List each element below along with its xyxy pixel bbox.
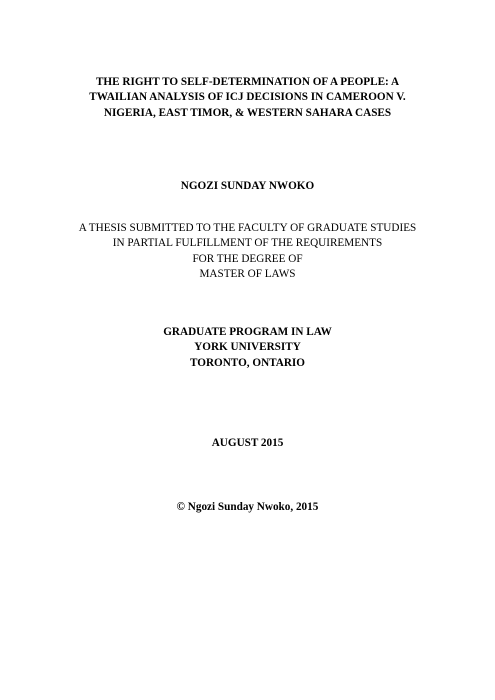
thesis-title: [0, 75, 495, 121]
submission-statement: [0, 221, 495, 283]
author-name-text: NGOZI SUNDAY NWOKO: [180, 180, 315, 192]
graduate-program-line: YORK UNIVERSITY: [194, 341, 301, 354]
submission-statement-line: MASTER OF LAWS: [199, 268, 296, 281]
submission-date-text: AUGUST 2015: [211, 437, 284, 449]
graduate-program-line: GRADUATE PROGRAM IN LAW: [163, 326, 332, 338]
graduate-program-line: TORONTO, ONTARIO: [189, 356, 305, 369]
graduate-program: [0, 325, 495, 371]
submission-statement-line: A THESIS SUBMITTED TO THE FACULTY OF GRADUATE STUDIES: [78, 222, 417, 234]
submission-statement-line: IN PARTIAL FULFILLMENT OF THE REQUIREMENTS: [112, 237, 383, 250]
copyright-notice: [0, 500, 495, 515]
submission-date: [0, 436, 495, 451]
thesis-title-line: TWAILIAN ANALYSIS OF ICJ DECISIONS IN CAMEROON V.: [89, 91, 406, 104]
thesis-title-line: NIGERIA, EAST TIMOR, & WESTERN SAHARA CASES: [103, 106, 392, 119]
author-name: [0, 179, 495, 194]
submission-statement-line: FOR THE DEGREE OF: [192, 252, 303, 265]
copyright-notice-text: © Ngozi Sunday Nwoko, 2015: [176, 501, 319, 513]
thesis-title-line: THE RIGHT TO SELF-DETERMINATION OF A PEOPLE: A: [95, 76, 400, 88]
